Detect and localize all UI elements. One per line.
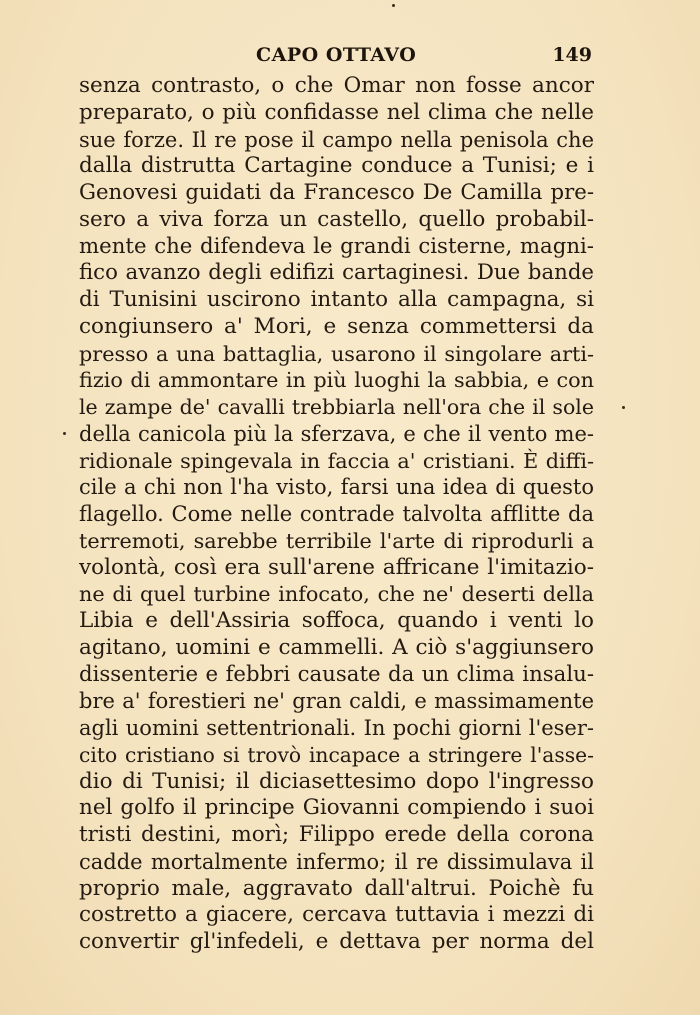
ink-speck-left <box>63 432 66 435</box>
text-line: fico avanzo degli edifizi cartaginesi. Due bande <box>79 260 594 286</box>
text-line: dissenterie e febbri causate da un clima insalu- <box>79 661 594 687</box>
text-line: cito cristiano si trovò incapace a stringere l'asse- <box>79 742 594 767</box>
text-line: nel golfo il principe Giovanni compiendo i suoi <box>79 795 594 821</box>
text-line: agitano, uomini e cammelli. A ciò s'aggiunsero <box>79 634 594 660</box>
text-line: preparato, o più confidasse nel clima che nelle <box>79 99 594 125</box>
text-line: della canicola più la sferzava, e che il vento me- <box>79 421 594 446</box>
text-line: cile a chi non l'ha visto, farsi una idea di questo <box>79 475 594 500</box>
page-number: 149 <box>552 44 592 66</box>
text-line: sue forze. Il re pose il campo nella penisola che <box>79 127 594 152</box>
text-line: Libia e dell'Assiria soffoca, quando i venti lo <box>79 608 594 633</box>
text-line: ne di quel turbine infocato, che ne' deserti della <box>79 582 594 607</box>
text-line: Genovesi guidati da Francesco De Camilla pre- <box>79 180 594 205</box>
text-line: presso a una battaglia, usarono il singolare arti- <box>79 341 594 366</box>
text-line: ridionale spingevala in faccia a' cristiani. È diffi- <box>79 448 594 473</box>
text-line: congiunsero a' Mori, e senza commettersi da <box>79 313 594 339</box>
text-line: sero a viva forza un castello, quello probabil- <box>79 206 594 232</box>
text-line: tristi destini, morì; Filippo erede della corona <box>79 822 594 847</box>
page-header <box>0 42 700 72</box>
text-line: costretto a giacere, cercava tuttavia i mezzi di <box>79 902 594 928</box>
text-line: agli uomini settentrionali. In pochi giorni l'eser- <box>79 716 594 740</box>
text-line: fizio di ammontare in più luoghi la sabbia, e con <box>79 368 594 393</box>
text-line: cadde mortalmente infermo; il re dissimulava il <box>79 849 594 874</box>
text-line: mente che difendeva le grandi cisterne, magni- <box>79 233 594 259</box>
body-text <box>79 73 594 956</box>
text-line: convertir gl'infedeli, e dettava per norma del <box>79 929 594 954</box>
text-line: bre a' forestieri ne' gran caldi, e massimamente <box>79 689 594 714</box>
text-line: proprio male, aggravato dall'altrui. Poichè fu <box>79 875 594 901</box>
text-line: terremoti, sarebbe terribile l'arte di riprodurli a <box>79 528 594 553</box>
ink-speck-top <box>392 4 395 7</box>
text-line: volontà, così era sull'arene affricane l'imitazio- <box>79 554 594 580</box>
text-line: flagello. Come nelle contrade talvolta afflitte da <box>79 502 594 526</box>
text-line: dio di Tunisi; il diciasettesimo dopo l'ingresso <box>79 768 594 794</box>
text-line: le zampe de' cavalli trebbiarla nell'ora che il sole <box>79 395 594 419</box>
running-title: CAPO OTTAVO <box>256 44 417 66</box>
text-line: dalla distrutta Cartagine conduce a Tunisi; e i <box>79 153 594 179</box>
text-line: di Tunisini uscirono intanto alla campagna, si <box>79 287 594 312</box>
text-line: senza contrasto, o che Omar non fosse ancor <box>79 73 594 98</box>
ink-speck-right <box>622 406 625 409</box>
